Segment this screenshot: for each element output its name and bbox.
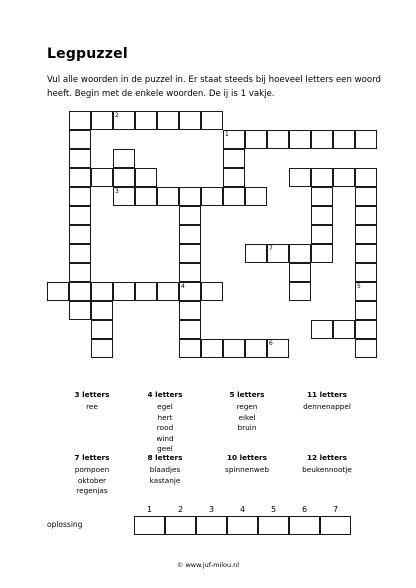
word-group-heading: 4 letters xyxy=(147,390,183,399)
word-group-heading: 12 letters xyxy=(306,453,347,462)
grid-cell[interactable] xyxy=(355,263,377,282)
word-group xyxy=(57,453,127,497)
word: kastanje xyxy=(149,475,181,485)
solution-cell[interactable] xyxy=(165,516,196,535)
clue-number: 1 xyxy=(225,131,229,138)
word: beukennootje xyxy=(302,465,352,474)
word-group-heading: 8 letters xyxy=(147,453,183,462)
grid-cell[interactable] xyxy=(289,282,311,301)
grid-cell[interactable] xyxy=(355,187,377,206)
grid-cell[interactable] xyxy=(157,282,179,301)
grid-cell[interactable] xyxy=(245,244,267,263)
instructions-line-1: Vul alle woorden in de puzzel in. Er staat steeds bij hoeveel letters een woord xyxy=(47,75,382,85)
word-group xyxy=(130,453,200,486)
solution-cell[interactable] xyxy=(320,516,351,535)
grid-cell[interactable] xyxy=(267,130,289,149)
word: regen xyxy=(236,402,258,411)
word: spinnenweb xyxy=(225,465,269,474)
grid-cell[interactable] xyxy=(69,149,91,168)
grid-cell[interactable] xyxy=(311,168,333,187)
solution-cell[interactable] xyxy=(289,516,320,535)
word-group-heading: 11 letters xyxy=(306,390,347,399)
grid-cell[interactable] xyxy=(245,130,267,149)
grid-cell[interactable] xyxy=(69,244,91,263)
grid-cell[interactable] xyxy=(201,187,223,206)
grid-cell[interactable] xyxy=(113,168,135,187)
grid-cell[interactable] xyxy=(135,111,157,130)
clue-number: 5 xyxy=(357,283,361,290)
grid-cell[interactable] xyxy=(311,244,333,263)
grid-cell[interactable] xyxy=(69,130,91,149)
grid-cell[interactable] xyxy=(91,301,113,320)
word-group xyxy=(292,453,362,476)
instructions-line-2: heeft. Begin met de enkele woorden. De ij is 1 vakje. xyxy=(47,89,275,99)
grid-cell[interactable] xyxy=(179,225,201,244)
grid-cell[interactable] xyxy=(355,301,377,320)
grid-cell[interactable] xyxy=(201,111,223,130)
solution-number: 1 xyxy=(146,505,153,514)
grid-cell[interactable] xyxy=(289,168,311,187)
grid-cell[interactable] xyxy=(179,320,201,339)
grid-cell[interactable] xyxy=(91,339,113,358)
grid-cell[interactable] xyxy=(311,225,333,244)
grid-cell[interactable] xyxy=(223,187,245,206)
word: dennenappel xyxy=(303,402,351,411)
grid-cell[interactable] xyxy=(355,206,377,225)
solution-cell[interactable] xyxy=(258,516,289,535)
grid-cell[interactable] xyxy=(223,339,245,358)
grid-cell[interactable] xyxy=(333,168,355,187)
word: ree xyxy=(86,402,98,411)
footer-copyright: © www.juf-milou.nl xyxy=(176,561,240,569)
grid-cell[interactable] xyxy=(179,187,201,206)
grid-cell[interactable] xyxy=(91,320,113,339)
grid-cell[interactable] xyxy=(179,244,201,263)
word: oktober xyxy=(77,475,107,485)
grid-cell[interactable] xyxy=(201,339,223,358)
solution-cell[interactable] xyxy=(227,516,258,535)
word: hert xyxy=(157,412,173,422)
grid-cell[interactable] xyxy=(245,187,267,206)
grid-cell[interactable] xyxy=(289,244,311,263)
word-group-heading: 7 letters xyxy=(74,453,110,462)
grid-cell[interactable] xyxy=(311,130,333,149)
word-group xyxy=(212,453,282,476)
solution-number: 4 xyxy=(239,505,246,514)
solution-number: 5 xyxy=(270,505,277,514)
grid-cell[interactable] xyxy=(355,339,377,358)
grid-cell[interactable] xyxy=(69,111,91,130)
solution-number: 7 xyxy=(332,505,339,514)
grid-cell[interactable] xyxy=(289,130,311,149)
grid-cell[interactable] xyxy=(91,168,113,187)
grid-cell[interactable] xyxy=(135,168,157,187)
grid-cell[interactable] xyxy=(91,111,113,130)
word: blaadjes xyxy=(149,465,181,474)
grid-cell[interactable] xyxy=(91,282,113,301)
word-group xyxy=(57,390,127,413)
grid-cell[interactable] xyxy=(179,263,201,282)
grid-cell[interactable] xyxy=(179,339,201,358)
grid-cell[interactable] xyxy=(113,282,135,301)
clue-number: 6 xyxy=(269,340,273,347)
word: rood xyxy=(156,423,174,432)
grid-cell[interactable] xyxy=(311,187,333,206)
grid-cell[interactable] xyxy=(135,187,157,206)
word-group-heading: 5 letters xyxy=(229,390,265,399)
instructions xyxy=(47,73,387,101)
grid-cell[interactable] xyxy=(311,206,333,225)
grid-cell[interactable] xyxy=(333,130,355,149)
grid-cell[interactable] xyxy=(355,225,377,244)
word-group-heading: 10 letters xyxy=(226,453,267,462)
word: regenjas xyxy=(76,486,108,495)
solution-cell[interactable] xyxy=(196,516,227,535)
grid-cell[interactable] xyxy=(223,149,245,168)
grid-cell[interactable] xyxy=(157,111,179,130)
solution-number: 3 xyxy=(208,505,215,514)
grid-cell[interactable] xyxy=(179,206,201,225)
word: eikel xyxy=(238,412,256,422)
grid-cell[interactable] xyxy=(69,225,91,244)
clue-number: 7 xyxy=(269,245,273,252)
grid-cell[interactable] xyxy=(113,149,135,168)
grid-cell[interactable] xyxy=(223,168,245,187)
word: egel xyxy=(157,402,173,411)
word: bruin xyxy=(237,423,257,432)
solution-cell[interactable] xyxy=(134,516,165,535)
grid-cell[interactable] xyxy=(157,187,179,206)
grid-cell[interactable] xyxy=(179,301,201,320)
grid-cell[interactable] xyxy=(355,244,377,263)
grid-cell[interactable] xyxy=(69,168,91,187)
grid-cell[interactable] xyxy=(333,320,355,339)
grid-cell[interactable] xyxy=(179,111,201,130)
page-title: Legpuzzel xyxy=(47,46,128,62)
grid-cell[interactable] xyxy=(69,206,91,225)
solution-number: 2 xyxy=(177,505,184,514)
word: geel xyxy=(157,444,173,453)
grid-cell[interactable] xyxy=(69,282,91,301)
word-group-heading: 3 letters xyxy=(74,390,110,399)
grid-cell[interactable] xyxy=(69,301,91,320)
solution-label: oplossing xyxy=(47,520,83,529)
clue-number: 2 xyxy=(115,112,119,119)
word-group xyxy=(212,390,282,434)
clue-number: 3 xyxy=(115,188,119,195)
grid-cell[interactable] xyxy=(201,282,223,301)
word-group xyxy=(130,390,200,455)
grid-cell[interactable] xyxy=(289,263,311,282)
grid-cell[interactable] xyxy=(355,168,377,187)
grid-cell[interactable] xyxy=(355,130,377,149)
grid-cell[interactable] xyxy=(311,320,333,339)
clue-number: 4 xyxy=(181,283,185,290)
grid-cell[interactable] xyxy=(47,282,69,301)
grid-cell[interactable] xyxy=(135,282,157,301)
grid-cell[interactable] xyxy=(245,339,267,358)
word: wind xyxy=(156,433,174,443)
solution-number: 6 xyxy=(301,505,308,514)
word: pompoen xyxy=(74,465,110,474)
grid-cell[interactable] xyxy=(69,187,91,206)
grid-cell[interactable] xyxy=(69,263,91,282)
word-group xyxy=(292,390,362,413)
grid-cell[interactable] xyxy=(355,320,377,339)
